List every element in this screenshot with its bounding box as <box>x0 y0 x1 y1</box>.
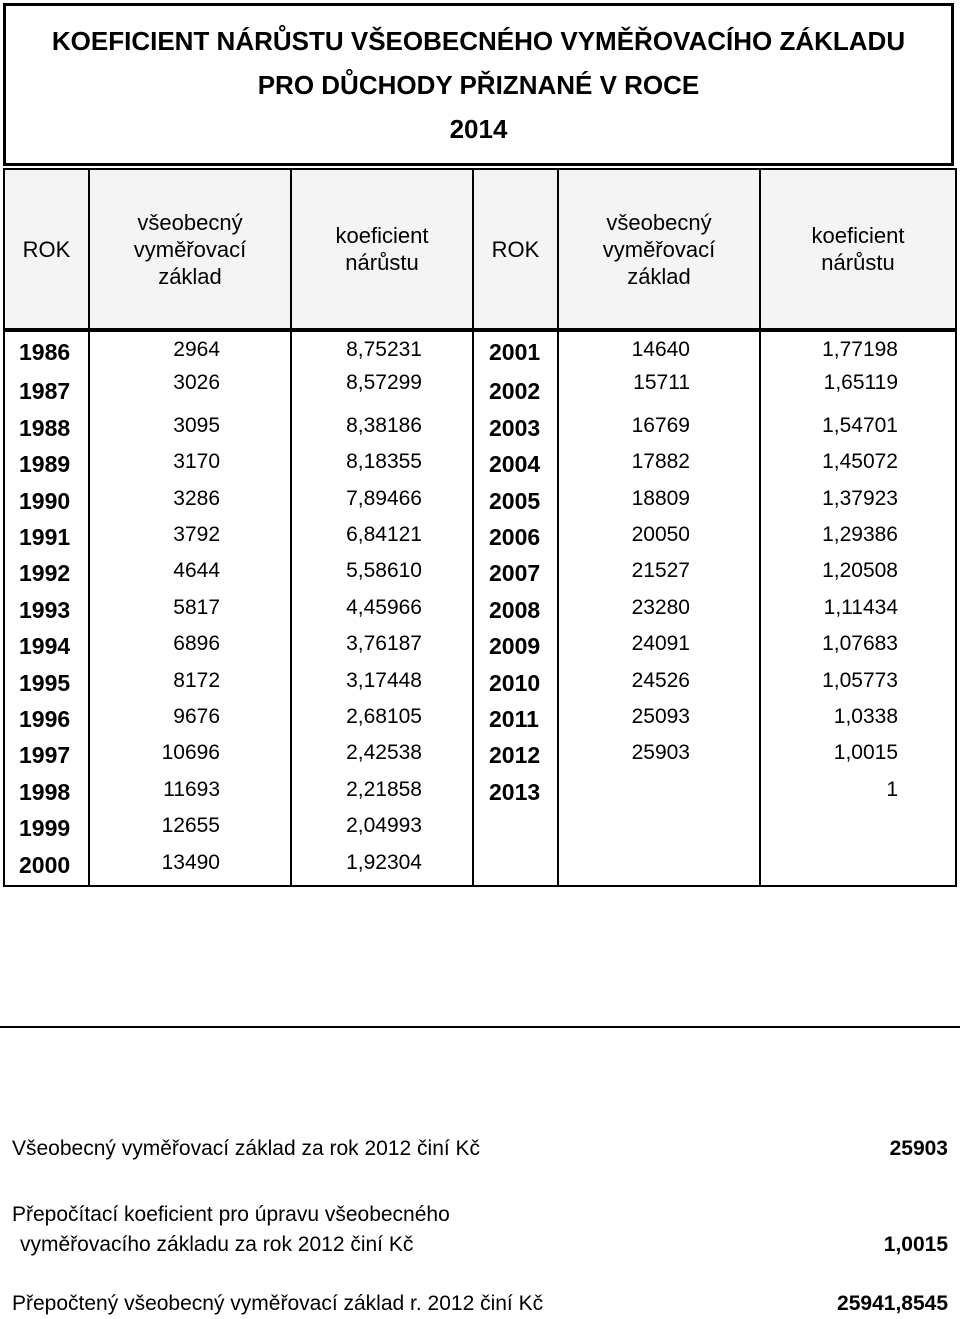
table-cell-y1: 1992 <box>19 560 71 586</box>
table-cell-k1: 4,45966 <box>346 596 422 619</box>
column-divider <box>290 332 292 885</box>
table-cell-y2: 2009 <box>489 633 541 659</box>
table-cell-b1: 3170 <box>173 450 220 473</box>
table-cell-y2: 2010 <box>489 670 541 696</box>
table-cell-y2: 2011 <box>489 706 539 732</box>
header-coef-2: koeficient nárůstu <box>761 170 955 328</box>
table-header <box>3 168 957 330</box>
table-cell-k1: 1,92304 <box>346 851 422 874</box>
table-cell-y2: 2005 <box>489 488 541 514</box>
table-cell-y1: 2000 <box>19 852 71 878</box>
table-cell-y1: 1993 <box>19 597 71 623</box>
table-cell-k2: 1,11434 <box>823 596 898 619</box>
table-cell-k2: 1,0015 <box>833 741 898 764</box>
table-cell-y1: 1996 <box>19 706 71 732</box>
table-cell-b1: 9676 <box>173 705 220 728</box>
table-cell-y1: 1999 <box>19 815 71 841</box>
column-divider <box>759 332 761 885</box>
table-cell-b1: 2964 <box>173 338 220 361</box>
table-cell-y1: 1987 <box>19 378 71 404</box>
table-cell-y1: 1991 <box>19 524 71 550</box>
table-cell-b1: 6896 <box>173 632 220 655</box>
table-cell-b1: 4644 <box>173 559 220 582</box>
table-cell-b1: 3286 <box>173 487 220 510</box>
data-table <box>3 330 957 887</box>
table-cell-k1: 2,42538 <box>346 741 422 764</box>
header-coef: koeficient nárůstu <box>292 170 474 328</box>
table-cell-y1: 1995 <box>19 670 71 696</box>
table-cell-k2: 1,65119 <box>823 371 898 394</box>
section-separator <box>0 1026 960 1028</box>
table-cell-y2: 2008 <box>489 597 541 623</box>
header-base-2: všeobecný vyměřovací základ <box>559 170 761 328</box>
table-cell-y2: 2012 <box>489 742 541 768</box>
table-cell-y1: 1997 <box>19 742 71 768</box>
summary-base-value: 25903 <box>889 1137 948 1160</box>
table-cell-k2: 1,37923 <box>822 487 898 510</box>
table-cell-b1: 5817 <box>173 596 220 619</box>
table-cell-b2: 16769 <box>631 414 690 437</box>
table-cell-y1: 1986 <box>19 339 71 365</box>
column-divider <box>472 332 474 885</box>
table-cell-b2: 23280 <box>631 596 690 619</box>
table-cell-k2: 1,05773 <box>822 669 898 692</box>
title-line-3: 2014 <box>449 114 508 144</box>
table-cell-b1: 3026 <box>173 371 220 394</box>
table-cell-y2: 2002 <box>489 378 541 404</box>
table-cell-k1: 6,84121 <box>346 523 422 546</box>
table-cell-b2: 14640 <box>631 338 690 361</box>
summary-recalc-value: 25941,8545 <box>837 1292 948 1315</box>
summary-base-label: Všeobecný vyměřovací základ za rok 2012 činí Kč <box>12 1137 481 1160</box>
table-cell-k1: 3,17448 <box>346 669 422 692</box>
table-cell-k2: 1,20508 <box>822 559 898 582</box>
table-cell-b1: 10696 <box>161 741 220 764</box>
table-cell-y1: 1998 <box>19 779 71 805</box>
table-cell-k1: 8,57299 <box>346 371 422 394</box>
table-cell-k2: 1,45072 <box>822 450 898 473</box>
table-cell-b2: 17882 <box>631 450 690 473</box>
table-cell-k2: 1,54701 <box>822 414 898 437</box>
header-rok: ROK <box>5 170 90 328</box>
table-cell-y2: 2003 <box>489 415 541 441</box>
summary-coef-label-1: Přepočítací koeficient pro úpravu všeobecného <box>12 1203 450 1226</box>
table-cell-k2: 1,07683 <box>822 632 898 655</box>
table-cell-y2: 2001 <box>489 339 541 365</box>
table-cell-y1: 1989 <box>19 451 71 477</box>
header-base: všeobecný vyměřovací základ <box>90 170 292 328</box>
column-divider <box>557 332 559 885</box>
table-cell-b1: 3095 <box>173 414 220 437</box>
table-cell-k2: 1,29386 <box>822 523 898 546</box>
table-cell-b1: 8172 <box>173 669 220 692</box>
table-cell-k1: 5,58610 <box>346 559 422 582</box>
table-cell-k2: 1,0338 <box>833 705 898 728</box>
column-divider <box>88 332 90 885</box>
table-cell-y2: 2006 <box>489 524 541 550</box>
table-cell-k1: 2,68105 <box>346 705 422 728</box>
summary-coef-value: 1,0015 <box>883 1233 948 1256</box>
table-cell-b2: 25093 <box>631 705 690 728</box>
table-cell-b1: 11693 <box>163 778 220 801</box>
table-cell-k2: 1 <box>886 778 898 801</box>
table-cell-b2: 15711 <box>633 371 690 394</box>
table-cell-b1: 3792 <box>173 523 220 546</box>
table-cell-k2: 1,77198 <box>822 338 898 361</box>
table-cell-y2: 2007 <box>489 560 541 586</box>
table-cell-y2: 2013 <box>489 779 541 805</box>
table-cell-k1: 3,76187 <box>346 632 422 655</box>
table-cell-k1: 8,18355 <box>346 450 422 473</box>
table-cell-y2: 2004 <box>489 451 541 477</box>
table-cell-y1: 1988 <box>19 415 71 441</box>
table-cell-b2: 24526 <box>631 669 690 692</box>
table-cell-b2: 21527 <box>631 559 690 582</box>
table-cell-b1: 12655 <box>161 814 220 837</box>
title-line-2: PRO DŮCHODY PŘIZNANÉ V ROCE <box>257 70 700 100</box>
table-cell-k1: 2,04993 <box>346 814 422 837</box>
header-rok-2: ROK <box>474 170 559 328</box>
table-cell-k1: 8,38186 <box>346 414 422 437</box>
title-box <box>3 3 954 166</box>
table-cell-k1: 8,75231 <box>346 338 422 361</box>
title-line-1: KOEFICIENT NÁRŮSTU VŠEOBECNÉHO VYMĚŘOVACÍHO ZÁKLADU <box>51 26 906 56</box>
table-cell-k1: 7,89466 <box>346 487 422 510</box>
table-cell-b2: 24091 <box>631 632 690 655</box>
table-cell-b2: 25903 <box>631 741 690 764</box>
table-cell-y1: 1994 <box>19 633 71 659</box>
table-cell-b1: 13490 <box>161 851 220 874</box>
table-cell-b2: 18809 <box>631 487 690 510</box>
table-cell-y1: 1990 <box>19 488 71 514</box>
summary-coef-label-2: vyměřovacího základu za rok 2012 činí Kč <box>20 1233 414 1256</box>
table-cell-k1: 2,21858 <box>346 778 422 801</box>
summary-recalc-label: Přepočtený všeobecný vyměřovací základ r. 2012 činí Kč <box>12 1292 544 1315</box>
table-cell-b2: 20050 <box>631 523 690 546</box>
